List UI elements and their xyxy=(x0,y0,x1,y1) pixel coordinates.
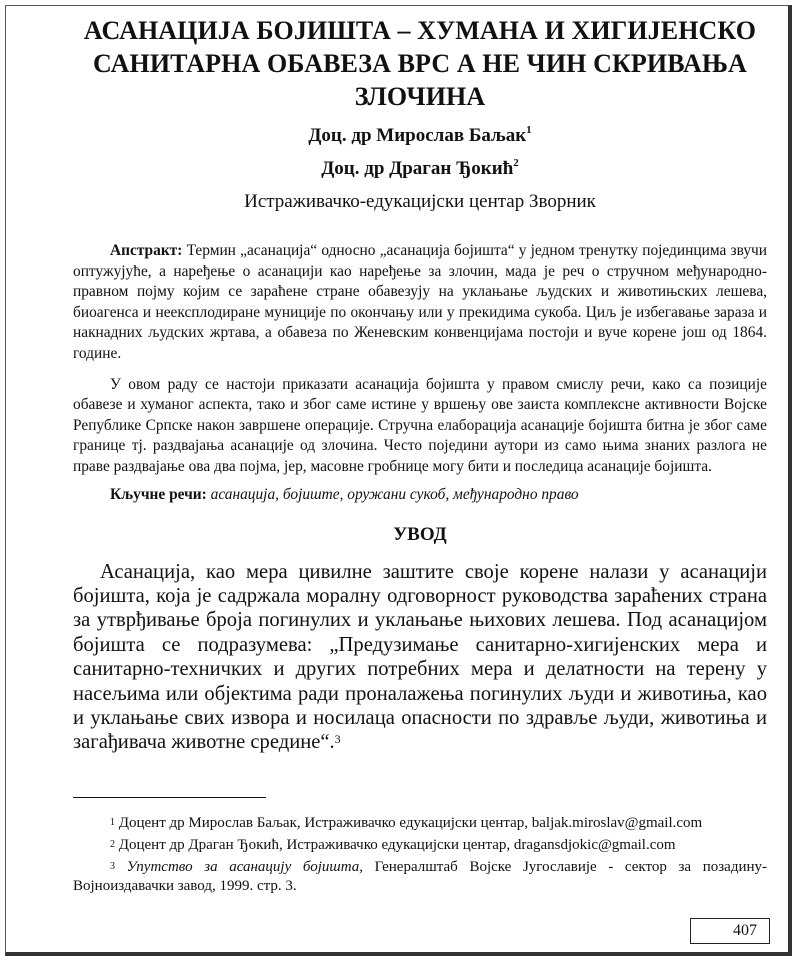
footnote-3-text: Генералштаб Војске Југославије - сектор за позадину- Војноиздавачки завод, 1999. стр. 3. xyxy=(73,859,768,894)
intro-text: Асанација, као мера цивилне заштите своје корене налази у асанацији бојишта, која је садржала моралну одговорност руководства зараћених страна за утврђивање броја погинулих и уклањање њихових лешева. Под асанацијом бојишта се подразумева: „Предузимање санитарно-хигијенских мера и санитарно-техничких и других потребних мера и делатности на терену у насељима или објектима ради проналажења погинулих људи и животиња, као и уклањање свих извора и носилаца опасности по здравље људи, животиња и загађивача животне средине“. xyxy=(73,560,767,754)
document-page xyxy=(73,14,767,755)
keywords xyxy=(73,486,767,504)
footnote-3 xyxy=(73,858,767,896)
author-2-mark: 2 xyxy=(513,157,519,169)
keywords-label: Кључне речи: xyxy=(110,485,207,503)
footnote-3-source: Упутство за асанацију бојишта, xyxy=(126,859,363,875)
article-title: АСАНАЦИЈА БОЈИШТА – ХУМАНА И ХИГИЈЕНСКО САНИТАРНА ОБАВЕЗА ВРС А НЕ ЧИН СКРИВАЊА ЗЛОЧИНА xyxy=(83,16,757,111)
keywords-text: асанација, бојиште, оружани сукоб, међународно право xyxy=(210,485,579,503)
abstract-paragraph-1 xyxy=(73,241,767,365)
page-number: 407 xyxy=(690,918,770,944)
abstract-paragraph-2: У овом раду се настоји приказати асанација бојишта у правом смислу речи, како са позиције обавезе и хуманог аспекта, тако и због саме истине у вршењу ове заиста комплексне активности Војске Републике Српске након завршене операције. Стручна елаборација асанације бојишта битна је због саме границе тј. раздвајања асанације од злочина. Често поједини аутори из само њима знаних разлога не праве раздвајање ова два појма, јер, масовне гробнице могу бити и последица асанације бојишта. xyxy=(73,375,767,475)
footnote-1-mark: 1 xyxy=(110,817,115,828)
footnote-separator xyxy=(73,797,266,798)
footnote-2-text: Доцент др Драган Ђокић, Истраживачко едукацијски центар, dragansdjokic@gmail.com xyxy=(118,837,676,853)
author-2 xyxy=(73,158,767,180)
footnotes xyxy=(73,814,767,896)
affiliation: Истраживачко-едукацијски центар Зворник xyxy=(244,191,596,212)
footnote-1-text: Доцент др Мирослав Баљак, Истраживачко едукацијски центар, baljak.miroslav@gmail.com xyxy=(118,815,703,831)
intro-paragraph xyxy=(73,560,767,755)
section-heading: УВОД xyxy=(393,523,447,545)
author-1-mark: 1 xyxy=(526,124,532,136)
footnote-1 xyxy=(73,814,767,833)
footnote-2-mark: 2 xyxy=(110,839,115,850)
footnote-2 xyxy=(73,836,767,855)
author-2-name: Доц. др Драган Ђокић xyxy=(321,158,514,179)
footnote-3-mark: 3 xyxy=(110,861,115,872)
intro-footnote-mark: 3 xyxy=(334,732,341,747)
author-1-name: Доц. др Мирослав Баљак xyxy=(308,125,527,146)
abstract-label: Апстракт: xyxy=(110,242,183,259)
abstract-text-1: Термин „асанација“ односно „асанација бојишта“ у једном тренутку појединцима звучи оптужујуће, а наређење о асанацији као наређење за злочин, мада је реч о стручном међународно-правном појму којим се зараћене стране обавезују на уклањање људских и животињских лешева, биоагенса и неексплодиране муниције по окончању или у прекидима сукоба. Циљ је избегавање зараза и накнадних људских жртава, а обавеза по Женевским конвенцијама постоји и вуче корене још од 1864. године. xyxy=(73,242,767,362)
author-1 xyxy=(73,125,767,147)
